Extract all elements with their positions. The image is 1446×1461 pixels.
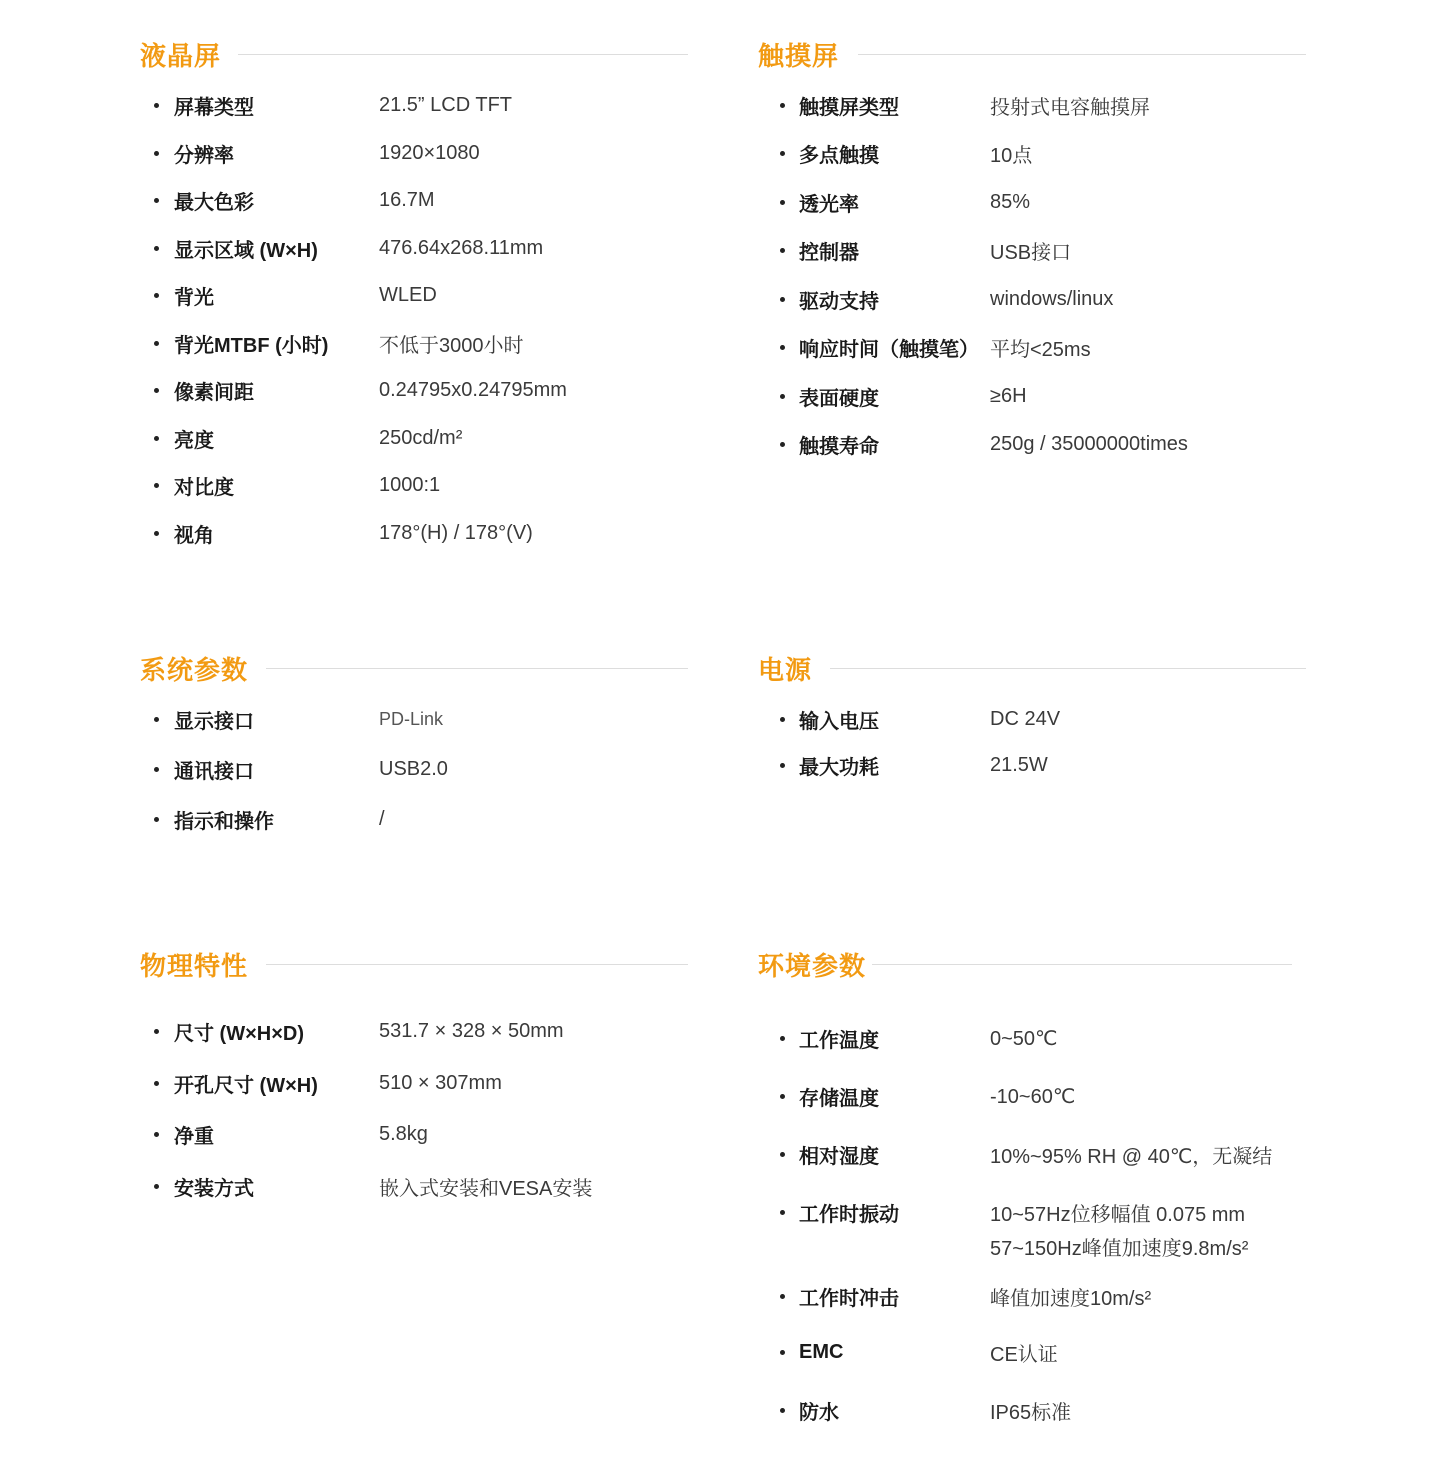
bullet-icon — [780, 763, 785, 768]
spec-label: 相对湿度 — [799, 1145, 879, 1168]
spec-value: 10~57Hz位移幅值 0.075 mm — [990, 1203, 1246, 1226]
spec-value: -10~60℃ — [990, 1085, 1076, 1108]
bullet-icon — [780, 103, 785, 108]
bullet-icon — [154, 817, 159, 822]
section-title: 触摸屏 — [758, 40, 840, 71]
spec-value: windows/linux — [990, 287, 1114, 310]
spec-label: 最大功耗 — [799, 756, 879, 779]
section-divider — [238, 54, 688, 55]
spec-value: 平均<25ms — [990, 338, 1091, 361]
spec-label: 显示区域 (W×H) — [174, 239, 318, 262]
spec-label: 输入电压 — [799, 710, 879, 733]
spec-value: 531.7 × 328 × 50mm — [379, 1019, 564, 1042]
section-title: 环境参数 — [758, 950, 867, 981]
spec-label: 防水 — [799, 1401, 839, 1424]
spec-value: CE认证 — [990, 1343, 1058, 1366]
spec-label: 净重 — [174, 1125, 214, 1148]
bullet-icon — [154, 1184, 159, 1189]
spec-value: 峰值加速度10m/s² — [990, 1287, 1152, 1310]
bullet-icon — [780, 345, 785, 350]
bullet-icon — [780, 1094, 785, 1099]
bullet-icon — [154, 151, 159, 156]
spec-value: 16.7M — [379, 188, 435, 211]
spec-label: 分辨率 — [174, 144, 234, 167]
bullet-icon — [154, 246, 159, 251]
spec-label: 最大色彩 — [174, 191, 254, 214]
bullet-icon — [780, 1408, 785, 1413]
bullet-icon — [154, 341, 159, 346]
spec-value: 0.24795x0.24795mm — [379, 378, 567, 401]
section-header — [140, 651, 248, 685]
spec-value: 510 × 307mm — [379, 1071, 502, 1094]
section-header — [758, 651, 812, 685]
section-title: 物理特性 — [140, 950, 249, 981]
spec-label: 亮度 — [174, 429, 214, 452]
section-divider — [266, 964, 688, 965]
bullet-icon — [780, 1294, 785, 1299]
spec-value: 10点 — [990, 144, 1033, 167]
spec-value: IP65标准 — [990, 1401, 1072, 1424]
spec-value: 投射式电容触摸屏 — [990, 96, 1150, 119]
spec-value: 嵌入式安装和VESA安装 — [379, 1177, 593, 1200]
spec-label: 安装方式 — [174, 1177, 254, 1200]
spec-value-line2: 57~150Hz峰值加速度9.8m/s² — [990, 1237, 1249, 1260]
spec-value: USB2.0 — [379, 757, 448, 780]
spec-label: 驱动支持 — [799, 290, 879, 313]
spec-label: 像素间距 — [174, 381, 254, 404]
spec-label: 开孔尺寸 (W×H) — [174, 1074, 318, 1097]
bullet-icon — [154, 293, 159, 298]
spec-label: 响应时间（触摸笔） — [799, 338, 979, 361]
bullet-icon — [154, 531, 159, 536]
spec-value: 250g / 35000000times — [990, 432, 1188, 455]
section-physical — [140, 947, 688, 1207]
spec-value: 178°(H) / 178°(V) — [379, 521, 533, 544]
section-divider — [858, 54, 1306, 55]
spec-label: 触摸寿命 — [799, 435, 879, 458]
spec-value: 1000:1 — [379, 473, 441, 496]
section-environment — [758, 947, 1306, 1437]
spec-value: 10%~95% RH @ 40℃，无凝结 — [990, 1145, 1273, 1168]
section-title: 电源 — [758, 654, 813, 685]
spec-value: WLED — [379, 283, 437, 306]
spec-value: 21.5” LCD TFT — [379, 93, 512, 116]
spec-value: PD-Link — [379, 708, 444, 729]
spec-value: 0~50℃ — [990, 1027, 1058, 1050]
bullet-icon — [154, 1132, 159, 1137]
bullet-icon — [154, 767, 159, 772]
bullet-icon — [780, 151, 785, 156]
spec-label: 控制器 — [799, 241, 859, 264]
spec-value: 不低于3000小时 — [379, 334, 524, 357]
spec-label: 显示接口 — [174, 710, 254, 733]
bullet-icon — [780, 248, 785, 253]
bullet-icon — [154, 717, 159, 722]
spec-label: 工作时振动 — [799, 1203, 899, 1226]
bullet-icon — [780, 394, 785, 399]
spec-value: 21.5W — [990, 753, 1048, 776]
spec-value: USB接口 — [990, 241, 1072, 264]
spec-label: 工作温度 — [799, 1029, 879, 1052]
spec-value: ≥6H — [990, 384, 1027, 407]
section-touch — [758, 37, 1306, 477]
bullet-icon — [780, 1210, 785, 1215]
bullet-icon — [154, 1081, 159, 1086]
spec-label: 指示和操作 — [174, 810, 274, 833]
bullet-icon — [154, 388, 159, 393]
spec-label: 屏幕类型 — [174, 96, 254, 119]
spec-value: DC 24V — [990, 707, 1061, 730]
section-divider — [266, 668, 688, 669]
section-header — [140, 947, 248, 981]
section-system — [140, 651, 688, 841]
section-divider — [872, 964, 1292, 965]
spec-value: 250cd/m² — [379, 426, 463, 449]
section-header — [758, 947, 866, 981]
bullet-icon — [780, 1152, 785, 1157]
spec-label: 对比度 — [174, 476, 234, 499]
spec-label: 表面硬度 — [799, 387, 879, 410]
section-title: 系统参数 — [140, 654, 249, 685]
spec-label: 存储温度 — [799, 1087, 879, 1110]
spec-label: 多点触摸 — [799, 144, 879, 167]
bullet-icon — [154, 103, 159, 108]
bullet-icon — [780, 297, 785, 302]
bullet-icon — [780, 1036, 785, 1041]
bullet-icon — [154, 483, 159, 488]
bullet-icon — [780, 717, 785, 722]
spec-value: / — [379, 807, 385, 830]
bullet-icon — [154, 436, 159, 441]
bullet-icon — [780, 200, 785, 205]
spec-label: 尺寸 (W×H×D) — [174, 1022, 304, 1045]
spec-label: 工作时冲击 — [799, 1287, 899, 1310]
spec-label: 透光率 — [799, 193, 859, 216]
section-divider — [830, 668, 1306, 669]
spec-label: 视角 — [174, 524, 214, 547]
section-lcd — [140, 37, 688, 557]
spec-label: 背光 — [174, 286, 214, 309]
section-header — [140, 37, 221, 71]
bullet-icon — [780, 1350, 785, 1355]
spec-label: 触摸屏类型 — [799, 96, 899, 119]
spec-value: 5.8kg — [379, 1122, 428, 1145]
bullet-icon — [780, 442, 785, 447]
section-header — [758, 37, 839, 71]
bullet-icon — [154, 198, 159, 203]
section-power — [758, 651, 1306, 791]
spec-value: 85% — [990, 190, 1031, 213]
spec-value: 476.64x268.11mm — [379, 236, 544, 259]
spec-label: 通讯接口 — [174, 760, 254, 783]
section-title: 液晶屏 — [140, 40, 222, 71]
bullet-icon — [154, 1029, 159, 1034]
spec-label: EMC — [799, 1340, 844, 1363]
spec-value: 1920×1080 — [379, 141, 480, 164]
spec-label: 背光MTBF (小时) — [174, 334, 329, 357]
